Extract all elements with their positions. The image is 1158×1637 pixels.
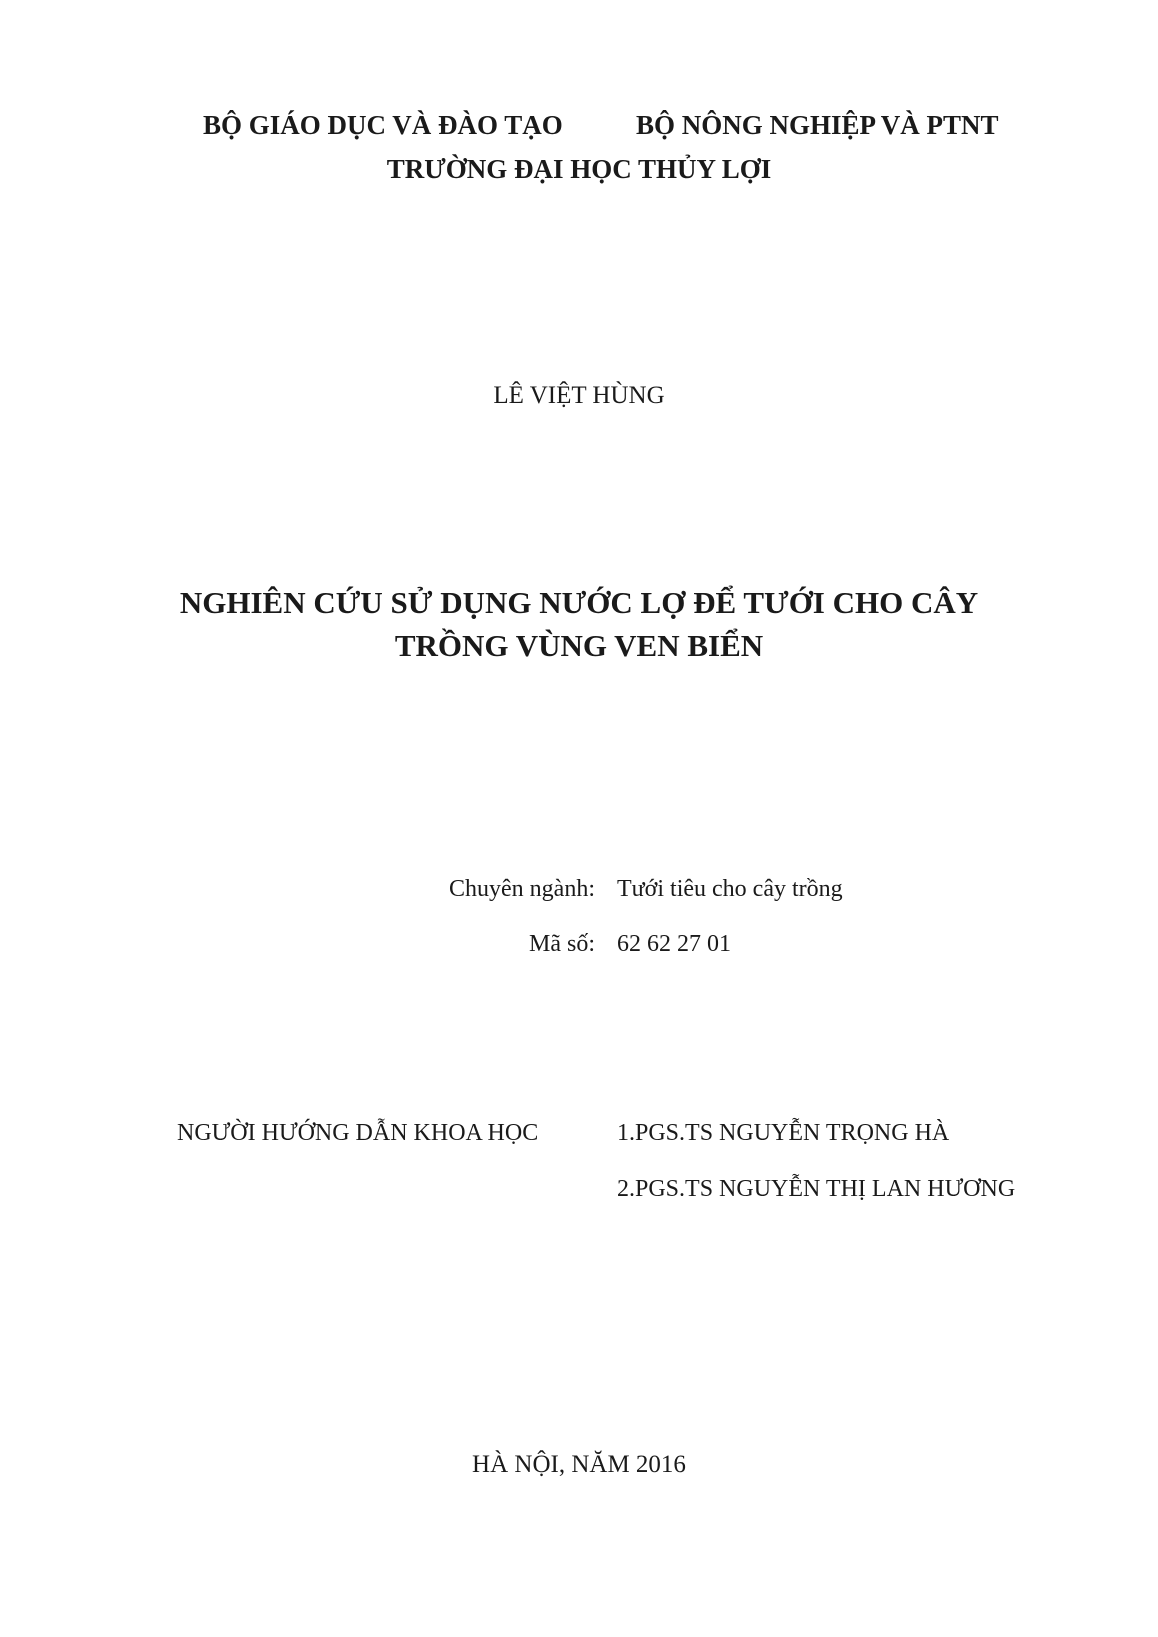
ministry-education-heading: BỘ GIÁO DỤC VÀ ĐÀO TẠO: [203, 110, 563, 140]
place-and-year: HÀ NỘI, NĂM 2016: [472, 1451, 686, 1478]
code-value: 62 62 27 01: [617, 931, 731, 957]
code-label: Mã số:: [529, 931, 595, 957]
ministry-agriculture-heading: BỘ NÔNG NGHIỆP VÀ PTNT: [636, 110, 999, 140]
author-name: LÊ VIỆT HÙNG: [493, 382, 665, 409]
advisor-1-name: 1.PGS.TS NGUYỄN TRỌNG HÀ: [617, 1120, 950, 1146]
thesis-title-line-2: TRỒNG VÙNG VEN BIỂN: [394, 628, 764, 663]
specialization-value: Tưới tiêu cho cây trồng: [617, 876, 843, 902]
specialization-label: Chuyên ngành:: [449, 876, 595, 902]
thesis-title-line-1: NGHIÊN CỨU SỬ DỤNG NƯỚC LỢ ĐỂ TƯỚI CHO CÂY: [179, 585, 979, 620]
advisors-label: NGƯỜI HƯỚNG DẪN KHOA HỌC: [177, 1120, 539, 1146]
advisor-2-name: 2.PGS.TS NGUYỄN THỊ LAN HƯƠNG: [617, 1176, 1016, 1202]
university-heading: TRƯỜNG ĐẠI HỌC THỦY LỢI: [386, 154, 772, 184]
